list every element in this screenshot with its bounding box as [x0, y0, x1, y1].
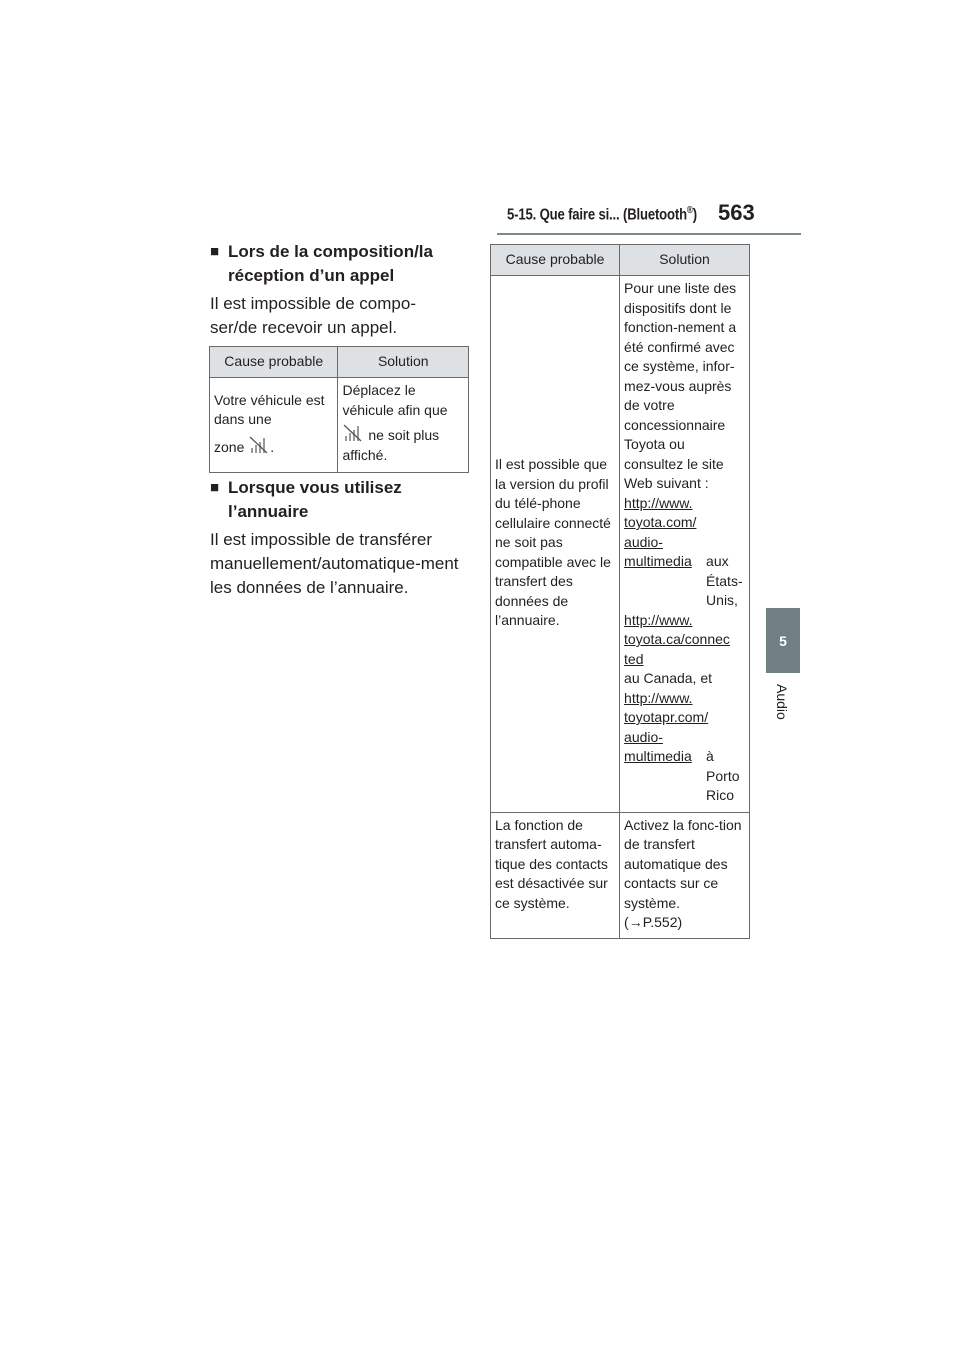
no-signal-icon: [248, 436, 270, 454]
section-heading-call: ■ Lors de la composition/la réception d’un appel: [210, 242, 433, 285]
page-reference: (→P.552): [624, 914, 683, 930]
section-body-phonebook: Il est impossible de transférer manuellement/automatique-ment les données de l’annuaire.: [210, 530, 459, 597]
table-row: [491, 812, 750, 938]
toyota-us-link[interactable]: http://www. toyota.com/ audio- multimedia: [624, 494, 697, 569]
column-header-cause: Cause probable: [491, 245, 620, 276]
chapter-label: Audio: [774, 684, 790, 720]
cause-cell: Il est possible que la version du profil du télé-phone cellulaire connecté ne soit pas compatible avec le transfert des données de l’annuaire.: [491, 276, 620, 813]
header-divider: [497, 233, 801, 235]
section-heading-phonebook: ■ Lorsque vous utilisez l’annuaire: [210, 478, 402, 521]
toyota-pr-link[interactable]: http://www. toyotapr.com/ audio- multimedia: [624, 689, 709, 764]
table-row: [491, 276, 750, 813]
square-bullet-icon: ■: [210, 243, 220, 260]
running-header: 5-15. Que faire si... (Bluetooth®): [507, 205, 698, 224]
no-signal-icon: [342, 424, 364, 442]
column-header-solution: Solution: [620, 245, 750, 276]
solution-cell: Activez la fonc-tion de transfert automatique des contacts sur ce système. (→P.552): [620, 812, 750, 938]
table-row: [210, 378, 469, 473]
table-call-troubleshooting: [209, 346, 469, 473]
chapter-tab: 5: [766, 608, 800, 673]
section-body-call: Il est impossible de compo-ser/de recevoir un appel.: [210, 294, 416, 337]
page-number: 563: [718, 200, 755, 225]
column-header-cause: Cause probable: [210, 347, 338, 378]
column-header-solution: Solution: [338, 347, 469, 378]
cause-cell: La fonction de transfert automa-tique des contacts est désactivée sur ce système.: [491, 812, 620, 938]
square-bullet-icon: ■: [210, 479, 220, 496]
solution-cell: Déplacez le véhicule afin que ne soit plus affiché.: [338, 378, 469, 473]
solution-cell: Pour une liste des dispositifs dont le fonction-nement a été confirmé avec ce système, infor-mez-vous auprès de votre concessionnaire Toyota ou consultez le site Web suivant : http://www. toyota.com/ audio- multimedia aux États-Unis, http://www. toyota.ca/connec ted au Canada, et http://www. toyotapr.com/ audio- multimedia à Porto Rico: [620, 276, 750, 813]
cause-cell: Votre véhicule est dans une zone .: [210, 378, 338, 473]
table-phonebook-troubleshooting: [490, 244, 750, 939]
toyota-ca-link[interactable]: http://www. toyota.ca/connec ted: [624, 611, 730, 667]
